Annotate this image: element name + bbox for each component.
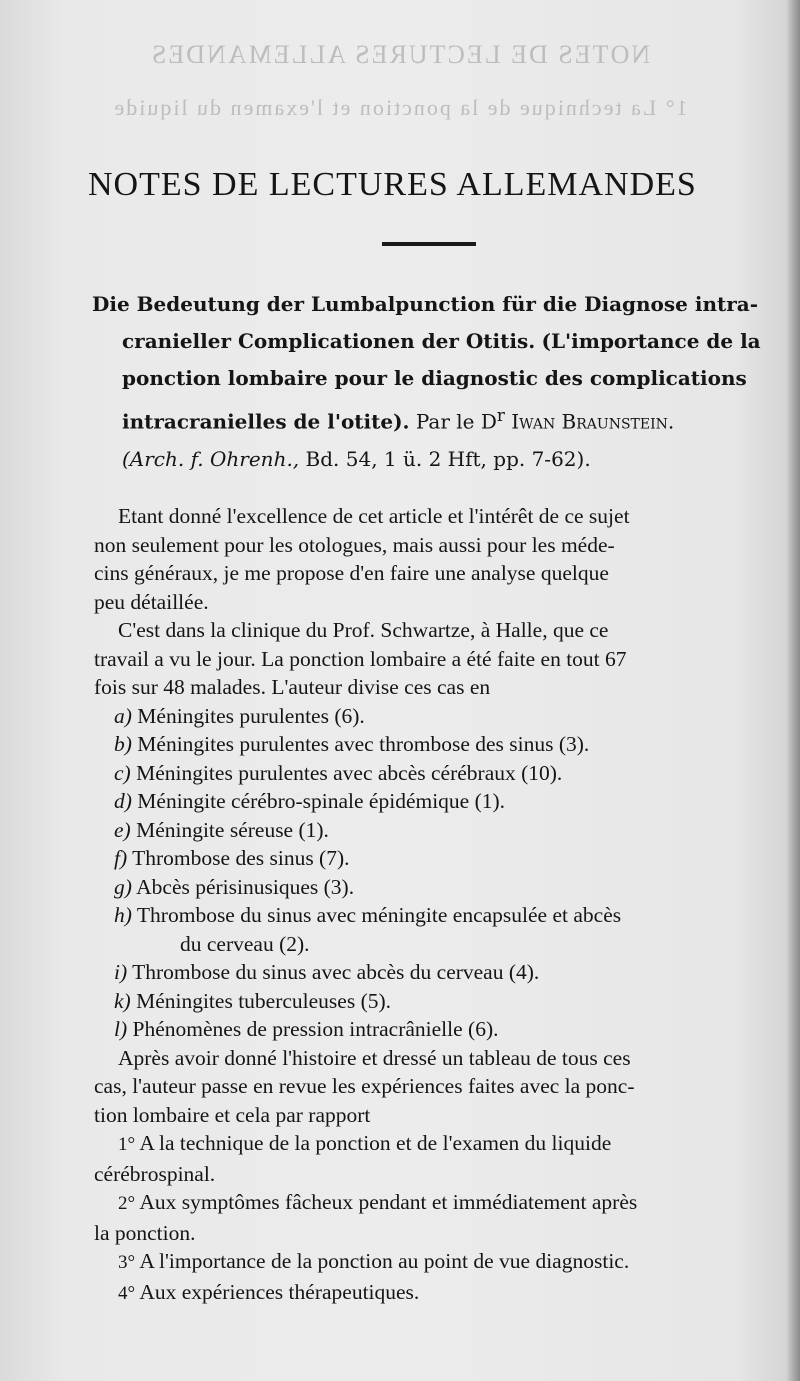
title-rule: [382, 242, 476, 246]
point-number: 3°: [118, 1252, 136, 1273]
bleed-through-text: NOTES DE LECTURES ALLEMANDES: [149, 40, 651, 69]
case-item: [94, 844, 784, 873]
author-name: Iwan Braunstein.: [511, 409, 675, 434]
heading-line: [92, 441, 782, 478]
case-item: [94, 1015, 784, 1044]
point-text: A la technique de la ponction et de l'examen du liquide: [139, 1131, 612, 1155]
case-item: [94, 987, 784, 1016]
case-letter: i): [114, 960, 128, 984]
case-text: Phénomènes de pression intracrânielle (6).: [132, 1017, 499, 1041]
case-text: Abcès périsinusiques (3).: [136, 874, 355, 899]
case-letter: b): [114, 732, 132, 756]
case-text: Méningite séreuse (1).: [136, 817, 329, 842]
page-edge-shadow: [786, 0, 800, 1381]
text-line: peu détaillée.: [94, 589, 209, 614]
case-text: Méningites purulentes (6).: [137, 703, 365, 728]
author-title-sup: r: [496, 406, 505, 425]
case-text: Méningites purulentes avec abcès cérébraux (10).: [136, 760, 563, 785]
text-line: Après avoir donné l'histoire et dressé un tableau de tous ces: [118, 1045, 631, 1070]
point-number: 4°: [118, 1282, 136, 1304]
case-item: [94, 958, 784, 987]
case-letter: a): [114, 703, 132, 728]
bleed-through-text: 1° La technique de la ponction et l'examen du liquide: [112, 95, 688, 120]
point-number: 1°: [118, 1134, 136, 1155]
point-item: [94, 1278, 784, 1309]
case-item: [94, 759, 784, 788]
point-item: [94, 1129, 784, 1160]
heading-line: Die Bedeutung der Lumbalpunction für die Diagnose intra-: [92, 292, 759, 316]
heading-german-title: cranieller Complicationen der Otitis.: [122, 329, 536, 353]
point-text: Aux symptômes fâcheux pendant et immédiatement après: [139, 1190, 638, 1214]
point-item: [94, 1247, 784, 1278]
case-text: Méningite cérébro-spinale épidémique (1).: [137, 789, 506, 813]
article-body: [94, 502, 784, 1308]
journal-citation: Bd. 54, 1 ü. 2 Hft, pp. 7-62).: [305, 446, 591, 471]
case-text: Méningites purulentes avec thrombose des sinus (3).: [137, 732, 590, 756]
point-item: [94, 1188, 784, 1219]
text-line: fois sur 48 malades. L'auteur divise ces cas en: [94, 675, 491, 699]
case-item: [94, 702, 784, 731]
case-item: [94, 730, 784, 759]
text-line: tion lombaire et cela par rapport: [94, 1102, 371, 1127]
case-letter: f): [114, 846, 128, 870]
case-letter: e): [114, 817, 131, 842]
case-item: [94, 816, 784, 845]
text-line: C'est dans la clinique du Prof. Schwartze, à Halle, que ce: [118, 618, 609, 642]
case-letter: k): [114, 988, 131, 1013]
case-item: [94, 901, 784, 930]
case-letter: g): [114, 874, 132, 899]
heading-french-title-end: intracranielles de l'otite).: [122, 409, 410, 434]
heading-line: [92, 397, 782, 441]
text-line: travail a vu le jour. La ponction lombaire a été faite en tout 67: [94, 646, 627, 671]
article-heading: [92, 286, 782, 478]
case-text: Thrombose des sinus (7).: [132, 846, 350, 870]
case-letter: l): [114, 1017, 128, 1041]
case-letter: h): [114, 903, 132, 927]
text-line: cins généraux, je me propose d'en faire une analyse quelque: [94, 561, 609, 585]
text-line: cas, l'auteur passe en revue les expériences faites avec la ponc-: [94, 1074, 635, 1098]
point-text: Aux expériences thérapeutiques.: [139, 1279, 420, 1304]
case-text: Thrombose du sinus avec méningite encapsulée et abcès: [136, 903, 622, 927]
case-text: Méningites tuberculeuses (5).: [136, 988, 392, 1013]
point-text: A l'importance de la ponction au point de vue diagnostic.: [139, 1249, 630, 1273]
point-item-continuation: cérébrospinal.: [94, 1161, 216, 1186]
heading-french-title: (L'importance de la: [541, 329, 761, 353]
text-line: Etant donné l'excellence de cet article et l'intérêt de ce sujet: [118, 504, 630, 528]
case-item-continuation: du cerveau (2).: [180, 931, 310, 956]
journal-name: (Arch. f. Ohrenh.,: [122, 446, 300, 471]
case-item: [94, 873, 784, 902]
case-letter: d): [114, 789, 132, 813]
case-text: Thrombose du sinus avec abcès du cerveau (4).: [132, 960, 540, 984]
point-number: 2°: [118, 1193, 136, 1214]
text-line: non seulement pour les otologues, mais aussi pour les méde-: [94, 532, 615, 557]
point-item-continuation: la ponction.: [94, 1220, 196, 1245]
heading-line: [92, 323, 782, 360]
heading-line: ponction lombaire pour le diagnostic des complications: [122, 366, 747, 390]
author-prefix: Par le D: [415, 409, 497, 434]
case-letter: c): [114, 760, 131, 785]
case-item: [94, 787, 784, 816]
page-title: NOTES DE LECTURES ALLEMANDES: [88, 166, 697, 203]
